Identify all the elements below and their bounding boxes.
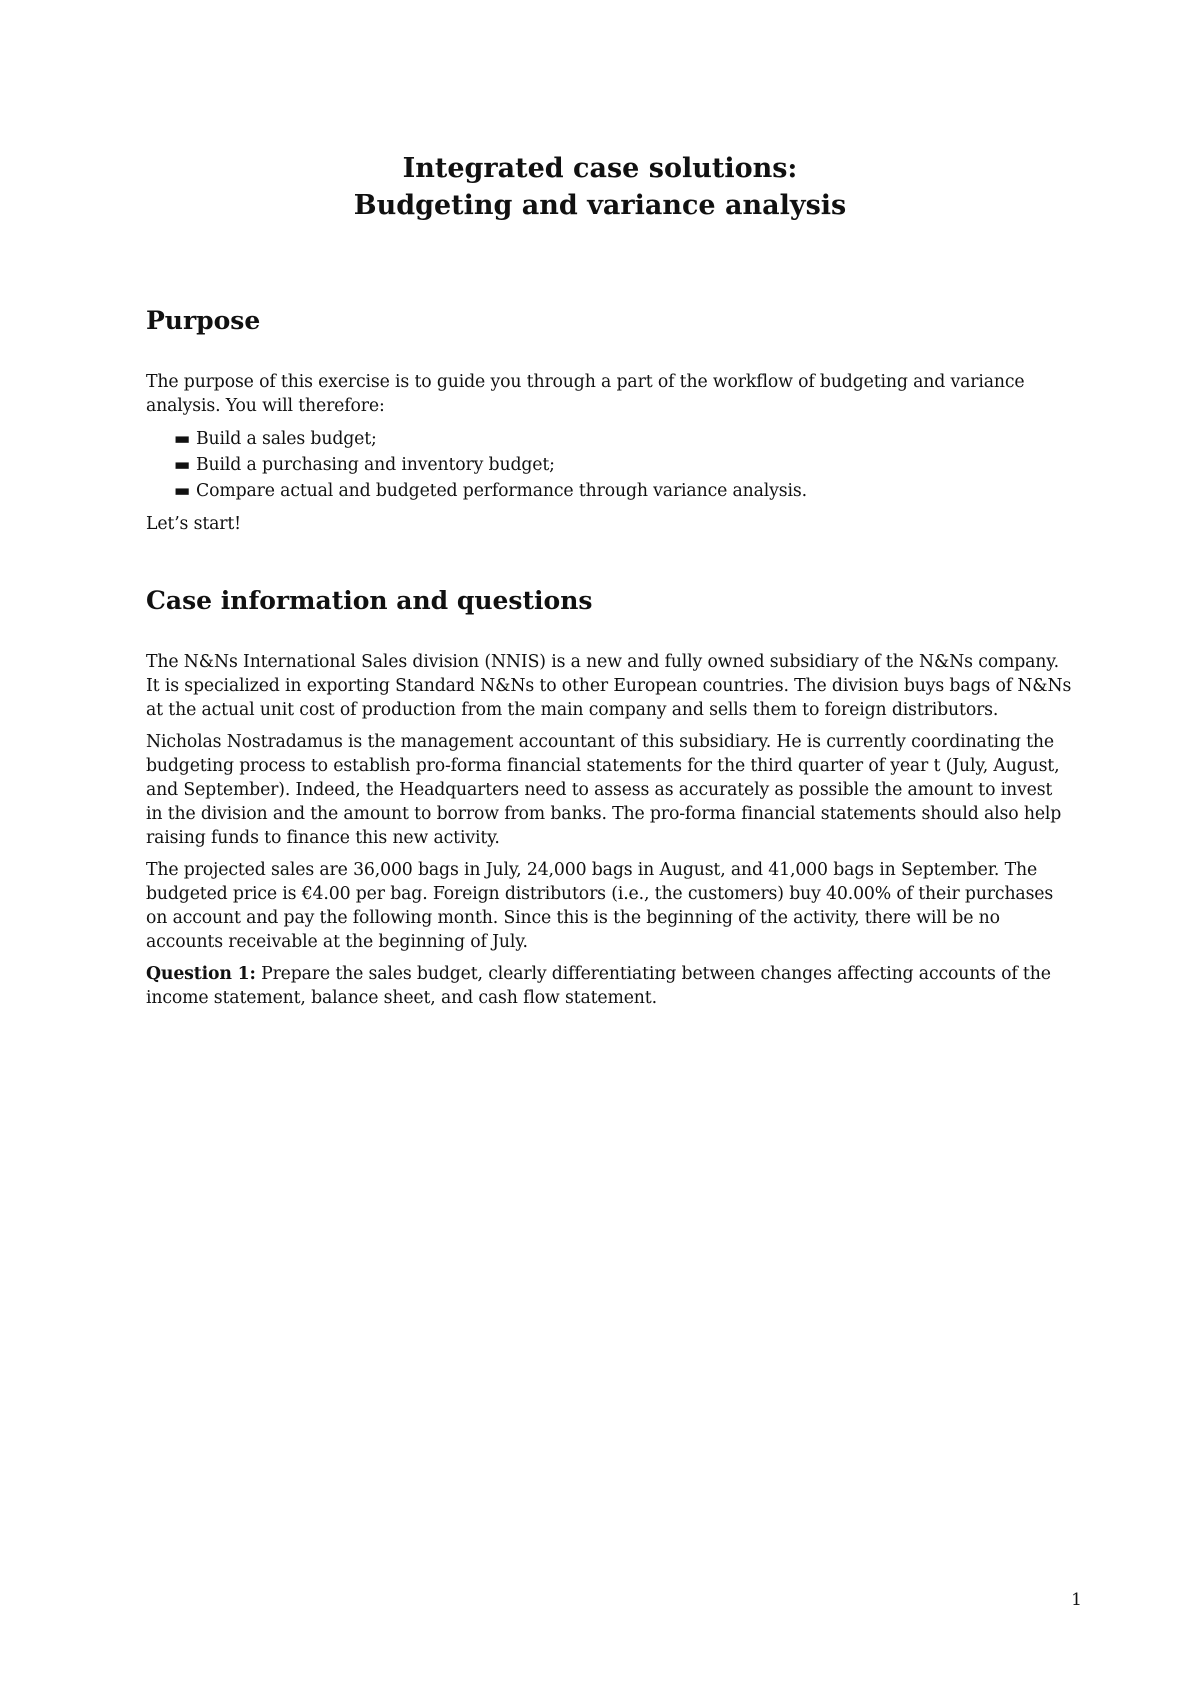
bullet-text: Build a sales budget; (196, 429, 377, 449)
purpose-bullet-list (146, 426, 1072, 504)
purpose-intro: The purpose of this exercise is to guide you through a part of the workflow of budgeting and variance analysis. You will therefore: (146, 372, 1025, 416)
purpose-section (146, 370, 1072, 544)
title-line-1: Integrated case solutions: (402, 153, 798, 184)
title-line-2: Budgeting and variance analysis (353, 190, 847, 221)
purpose-heading: Purpose (146, 306, 261, 335)
question-text: Prepare the sales budget, clearly differentiating between changes affecting accounts of the income statement, balance sheet, and cash flow statement. (146, 964, 1051, 1008)
list-item (146, 426, 1072, 452)
list-item (146, 452, 1072, 478)
bullet-text: Compare actual and budgeted performance through variance analysis. (196, 481, 807, 501)
document-title (0, 150, 1200, 224)
page-number: 1 (1071, 1590, 1082, 1610)
purpose-outro: Let’s start! (146, 514, 241, 534)
list-item (146, 478, 1072, 504)
bullet-text: Build a purchasing and inventory budget; (196, 455, 555, 475)
case-paragraph-3: The projected sales are 36,000 bags in July, 24,000 bags in August, and 41,000 bags in September. The budgeted price is €4.00 per bag. Foreign distributors (i.e., the customers) buy 40.00% of their purchases on account and pay the following month. Since this is the beginning of the activity, there will be no accounts receivable at the beginning of July. (146, 860, 1054, 952)
case-paragraph-1: The N&Ns International Sales division (NNIS) is a new and fully owned subsidiary of the N&Ns company. It is specialized in exporting Standard N&Ns to other European countries. The division buys bags of N&Ns at the actual unit cost of production from the main company and sells them to foreign distributors. (146, 652, 1072, 720)
bullet-icon: ▬ (174, 481, 191, 501)
case-paragraph-2: Nicholas Nostradamus is the management accountant of this subsidiary. He is currently coordinating the budgeting process to establish pro-forma financial statements for the third quarter of year t (July, August, and September). Indeed, the Headquarters need to assess as accurately as possible the amount to invest in the division and the amount to borrow from banks. The pro-forma financial statements should also help raising funds to finance this new activity. (146, 732, 1062, 848)
case-heading: Case information and questions (146, 586, 593, 615)
bullet-icon: ▬ (174, 429, 191, 449)
question-1 (146, 962, 1072, 1010)
question-label: Question 1: (146, 964, 256, 984)
case-section (146, 650, 1072, 1018)
bullet-icon: ▬ (174, 455, 191, 475)
